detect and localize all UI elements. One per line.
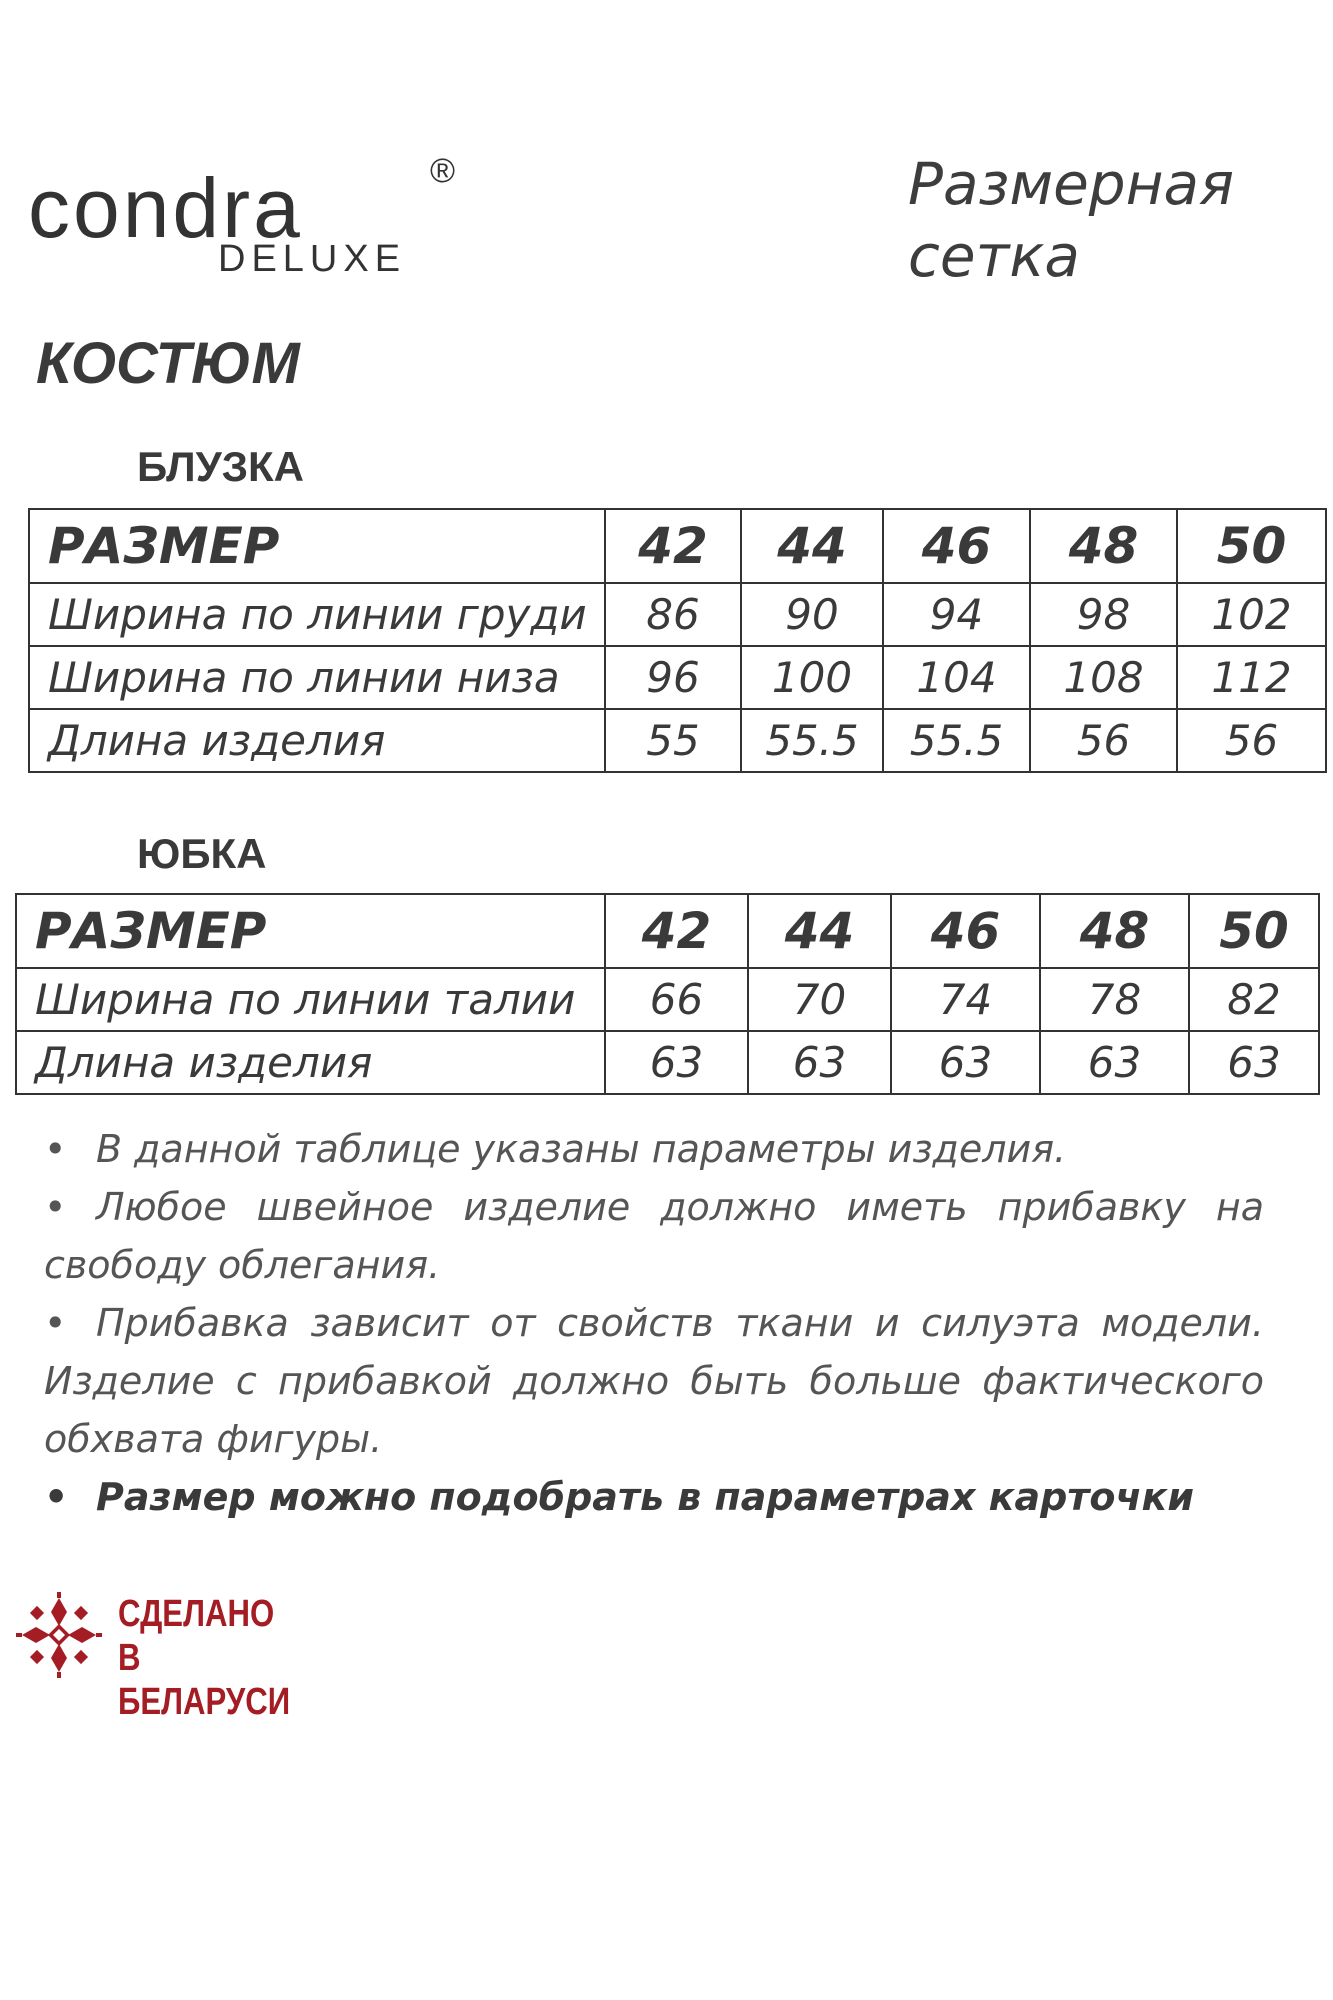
- table-row: [16, 1031, 1319, 1094]
- size-header: 48: [1040, 894, 1189, 968]
- table-header-row: [16, 894, 1319, 968]
- size-header: 48: [1030, 509, 1177, 583]
- bullet-icon: •: [44, 1475, 69, 1519]
- registered-mark: ®: [430, 152, 456, 190]
- list-item: [44, 1120, 1264, 1178]
- size-header: 50: [1189, 894, 1319, 968]
- table-cell: 63: [891, 1031, 1040, 1094]
- table-cell: 66: [605, 968, 748, 1031]
- row-label: Длина изделия: [16, 1031, 605, 1094]
- size-header: 44: [748, 894, 891, 968]
- size-chart-title-line-1: Размерная: [908, 150, 1234, 218]
- table-cell: 104: [883, 646, 1030, 709]
- made-in-text: [118, 1592, 303, 1724]
- table-cell: 108: [1030, 646, 1177, 709]
- size-chart-title-line-2: сетка: [908, 222, 1080, 290]
- table-cell: 100: [741, 646, 883, 709]
- notes-list: [44, 1120, 1264, 1526]
- table-cell: 86: [605, 583, 741, 646]
- table-cell: 63: [1040, 1031, 1189, 1094]
- bullet-icon: •: [44, 1301, 67, 1345]
- brand-name: condra: [28, 161, 303, 255]
- blouse-section-title: БЛУЗКА: [137, 443, 305, 490]
- table-header-row: [29, 509, 1326, 583]
- table-row: [29, 583, 1326, 646]
- brand-logo: [28, 150, 456, 280]
- note-text: Размер можно подобрать в параметрах карточки: [96, 1475, 1194, 1519]
- table-cell: 96: [605, 646, 741, 709]
- table-cell: 94: [883, 583, 1030, 646]
- skirt-size-table: [15, 893, 1320, 1095]
- row-label: Ширина по линии низа: [29, 646, 605, 709]
- table-cell: 63: [748, 1031, 891, 1094]
- list-item: [44, 1294, 1264, 1468]
- note-text: Любое швейное изделие должно иметь прибавку на свободу облегания.: [44, 1185, 1264, 1287]
- table-cell: 63: [1189, 1031, 1319, 1094]
- list-item: [44, 1178, 1264, 1294]
- size-header: 42: [605, 509, 741, 583]
- size-chart-title: [908, 148, 1288, 292]
- blouse-size-table: [28, 508, 1327, 773]
- table-cell: 55: [605, 709, 741, 772]
- table-row: [29, 709, 1326, 772]
- skirt-section-title: ЮБКА: [137, 830, 267, 877]
- bullet-icon: •: [44, 1185, 67, 1229]
- size-header: 46: [883, 509, 1030, 583]
- product-title: КОСТЮМ: [36, 331, 300, 396]
- table-cell: 74: [891, 968, 1040, 1031]
- table-cell: 56: [1177, 709, 1326, 772]
- made-in-line-2: В БЕЛАРУСИ: [118, 1637, 291, 1723]
- table-cell: 55.5: [883, 709, 1030, 772]
- note-text: В данной таблице указаны параметры изделия.: [96, 1127, 1067, 1171]
- size-header: 42: [605, 894, 748, 968]
- size-header: 50: [1177, 509, 1326, 583]
- brand-subtitle: DELUXE: [218, 238, 407, 280]
- table-cell: 55.5: [741, 709, 883, 772]
- belarus-ornament-icon: [14, 1590, 104, 1680]
- note-text: Прибавка зависит от свойств ткани и силуэта модели. Изделие с прибавкой должно быть больше фактического обхвата фигуры.: [44, 1301, 1264, 1461]
- bullet-icon: •: [44, 1127, 67, 1171]
- row-label: Длина изделия: [29, 709, 605, 772]
- table-row: [29, 646, 1326, 709]
- header-label: РАЗМЕР: [16, 894, 605, 968]
- table-cell: 102: [1177, 583, 1326, 646]
- table-cell: 90: [741, 583, 883, 646]
- size-header: 46: [891, 894, 1040, 968]
- made-in-line-1: СДЕЛАНО: [118, 1593, 275, 1635]
- table-cell: 78: [1040, 968, 1189, 1031]
- size-header: 44: [741, 509, 883, 583]
- table-cell: 82: [1189, 968, 1319, 1031]
- table-cell: 56: [1030, 709, 1177, 772]
- row-label: Ширина по линии талии: [16, 968, 605, 1031]
- table-cell: 98: [1030, 583, 1177, 646]
- table-cell: 70: [748, 968, 891, 1031]
- made-in-belarus-badge: [14, 1590, 344, 1723]
- table-cell: 112: [1177, 646, 1326, 709]
- list-item: [44, 1468, 1264, 1526]
- table-row: [16, 968, 1319, 1031]
- header-label: РАЗМЕР: [29, 509, 605, 583]
- row-label: Ширина по линии груди: [29, 583, 605, 646]
- table-cell: 63: [605, 1031, 748, 1094]
